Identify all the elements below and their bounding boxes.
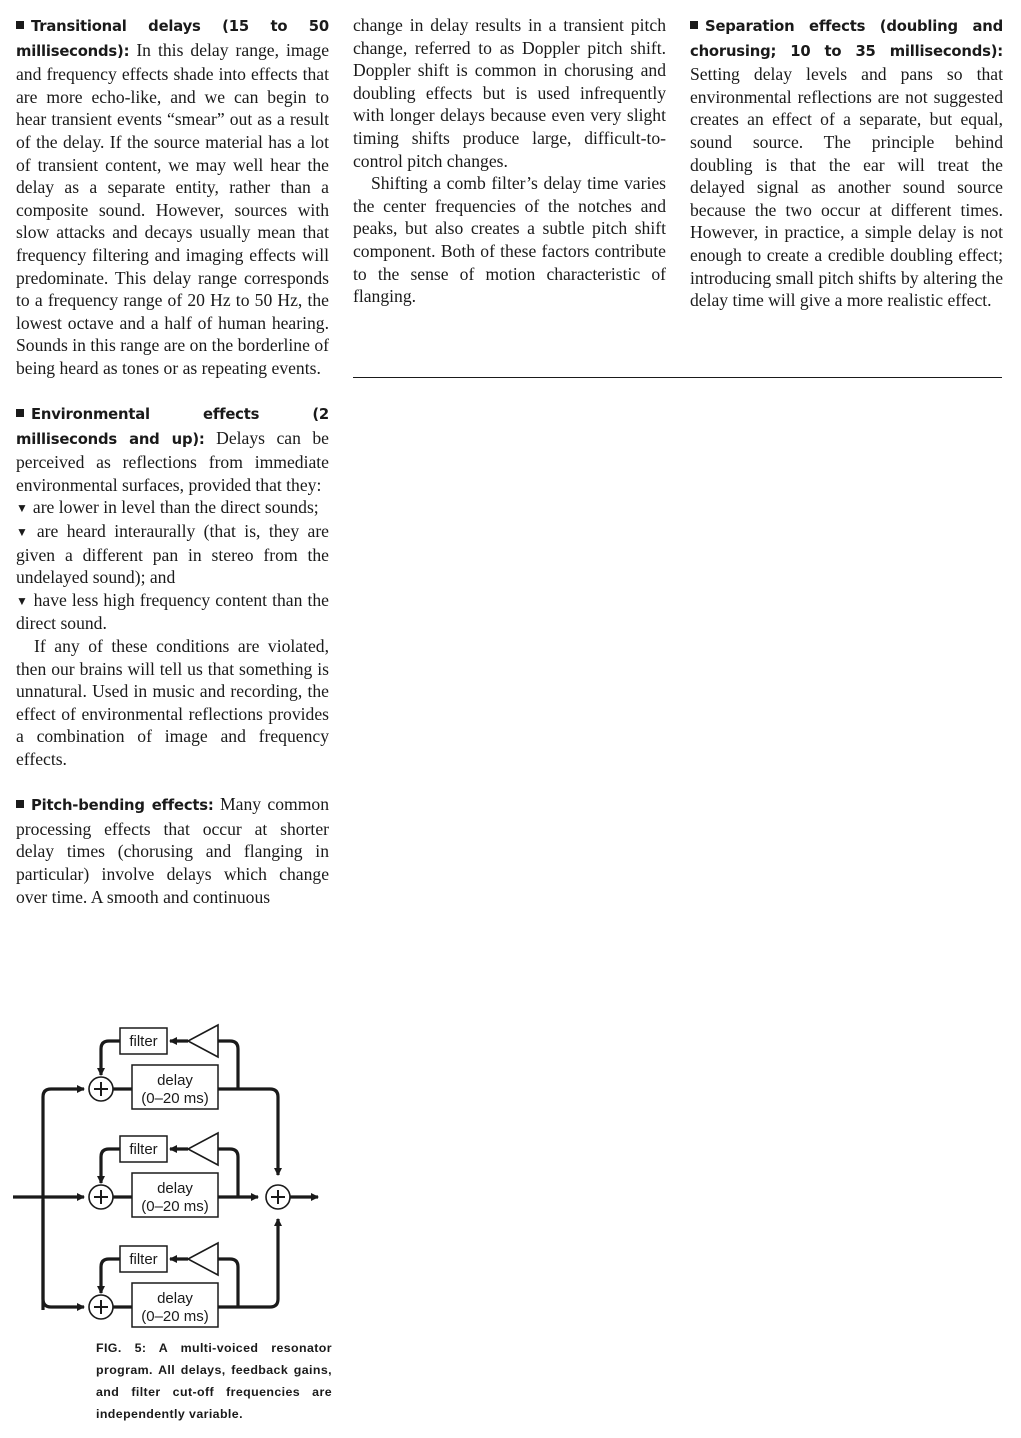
- resonator-diagram: [0, 1010, 340, 1340]
- text-column-1: [16, 14, 329, 908]
- text-column-3: [690, 14, 1003, 312]
- bullet-text: are heard interaurally (that is, they are given a different pan in stereo from the undelayed sound); and: [16, 521, 329, 588]
- filter-label: filter: [129, 1141, 158, 1158]
- paragraph-environmental-effects: [16, 402, 329, 496]
- bullet-text: are lower in level than the direct sounds;: [32, 497, 319, 518]
- bullet-item: [16, 496, 329, 520]
- paragraph-pitch-bending: [16, 793, 329, 908]
- black-square-icon: [16, 409, 24, 417]
- bullet-item: [16, 520, 329, 589]
- paragraph-text: Setting delay levels and pans so that environmental reflections are not suggested creates an effect of a separate, but equal, sound source. The principle behind doubling is that the ear will treat the delayed signal as another sound source because the two occur at different times. However, in practice, a simple delay is not enough to create a credible doubling effect; introducing small pitch shifts by altering the delay time will give a more realistic effect.: [690, 64, 1003, 311]
- black-square-icon: [16, 800, 24, 808]
- black-square-icon: [690, 21, 698, 29]
- bullet-text: have less high frequency content than the direct sound.: [16, 589, 329, 634]
- filter-to-sum-arrow: [101, 1259, 120, 1293]
- section-divider: [353, 377, 1002, 378]
- delay-range-label: (0–20 ms): [141, 1308, 209, 1325]
- feedback-tap-line: [218, 1041, 238, 1089]
- paragraph-transitional-delays: [16, 14, 329, 380]
- section-heading: Environmental effects (2 milliseconds and up):: [16, 406, 329, 448]
- paragraph-comb-filter: Shifting a comb filter’s delay time varies the center frequencies of the notches and peaks, but also creates a subtle pitch shift component. Both of these factors contribute to the sense of motion characteristic of flanging.: [353, 173, 666, 307]
- down-triangle-icon: ▼: [16, 593, 29, 608]
- paragraph-text: Delays can be perceived as reflections from immediate environmental surfaces, provided that they:: [16, 427, 329, 495]
- delay-label: delay: [157, 1072, 193, 1089]
- paragraph-separation-effects: [690, 14, 1003, 312]
- black-square-icon: [16, 21, 24, 29]
- gain-triangle-icon: [188, 1133, 218, 1165]
- feedback-tap-line: [218, 1149, 238, 1197]
- paragraph-doppler: change in delay results in a transient pitch change, referred to as Doppler pitch shift. Doppler shift is common in chorusing and doubling effects but is used infrequently with longer delays because even very slight timing shifts produce large, difficult-to-control pitch changes.: [353, 15, 666, 171]
- section-heading: Pitch-bending effects:: [31, 797, 214, 815]
- section-heading: Separation effects (doubling and chorusing; 10 to 35 milliseconds):: [690, 18, 1003, 60]
- voice1-out: [218, 1089, 278, 1175]
- delay-range-label: (0–20 ms): [141, 1090, 209, 1107]
- delay-range-label: (0–20 ms): [141, 1198, 209, 1215]
- filter-to-sum-arrow: [101, 1041, 120, 1075]
- paragraph-text: In this delay range, image and frequency effects shade into effects that are more echo-like, and we can begin to hear transient events “smear” out as a result of the delay. If the source material has a lot of transient content, we may well hear the delay as a separate entity, rather than a composite sound. However, sources with slow attacks and decays usually mean that frequency filtering and imaging effects will predominate. This delay range corresponds to a frequency range of 20 Hz to 50 Hz, the lowest octave and a half of human hearing. Sounds in this range are on the borderline of being heard as tones or as repeating events.: [16, 39, 329, 378]
- gain-triangle-icon: [188, 1025, 218, 1057]
- feedback-tap-line: [218, 1259, 238, 1307]
- delay-label: delay: [157, 1290, 193, 1307]
- filter-to-sum-arrow: [101, 1149, 120, 1183]
- figure-caption: FIG. 5: A multi-voiced resonator program. All delays, feedback gains, and filter cut-off frequencies are independently variable.: [96, 1341, 332, 1421]
- paragraph-conditions: If any of these conditions are violated, then our brains will tell us that something is unnatural. Used in music and recording, the effect of environmental reflections provides a combination of image and frequency effects.: [16, 636, 329, 769]
- split-line-top: [43, 1089, 84, 1310]
- filter-label: filter: [129, 1251, 158, 1268]
- split-line-bottom: [43, 1200, 84, 1307]
- bullet-item: [16, 589, 329, 635]
- down-triangle-icon: ▼: [16, 525, 32, 540]
- down-triangle-icon: ▼: [16, 501, 28, 516]
- text-column-2: [353, 14, 666, 308]
- filter-label: filter: [129, 1033, 158, 1050]
- paragraph-text: Many common processing effects that occur at shorter delay times (chorusing and flanging in particular) involve delays which change over time. A smooth and continuous: [16, 794, 330, 907]
- delay-label: delay: [157, 1180, 193, 1197]
- gain-triangle-icon: [188, 1243, 218, 1275]
- section-heading: Transitional delays (15 to 50 milliseconds):: [16, 18, 329, 60]
- voice3-out: [218, 1219, 278, 1307]
